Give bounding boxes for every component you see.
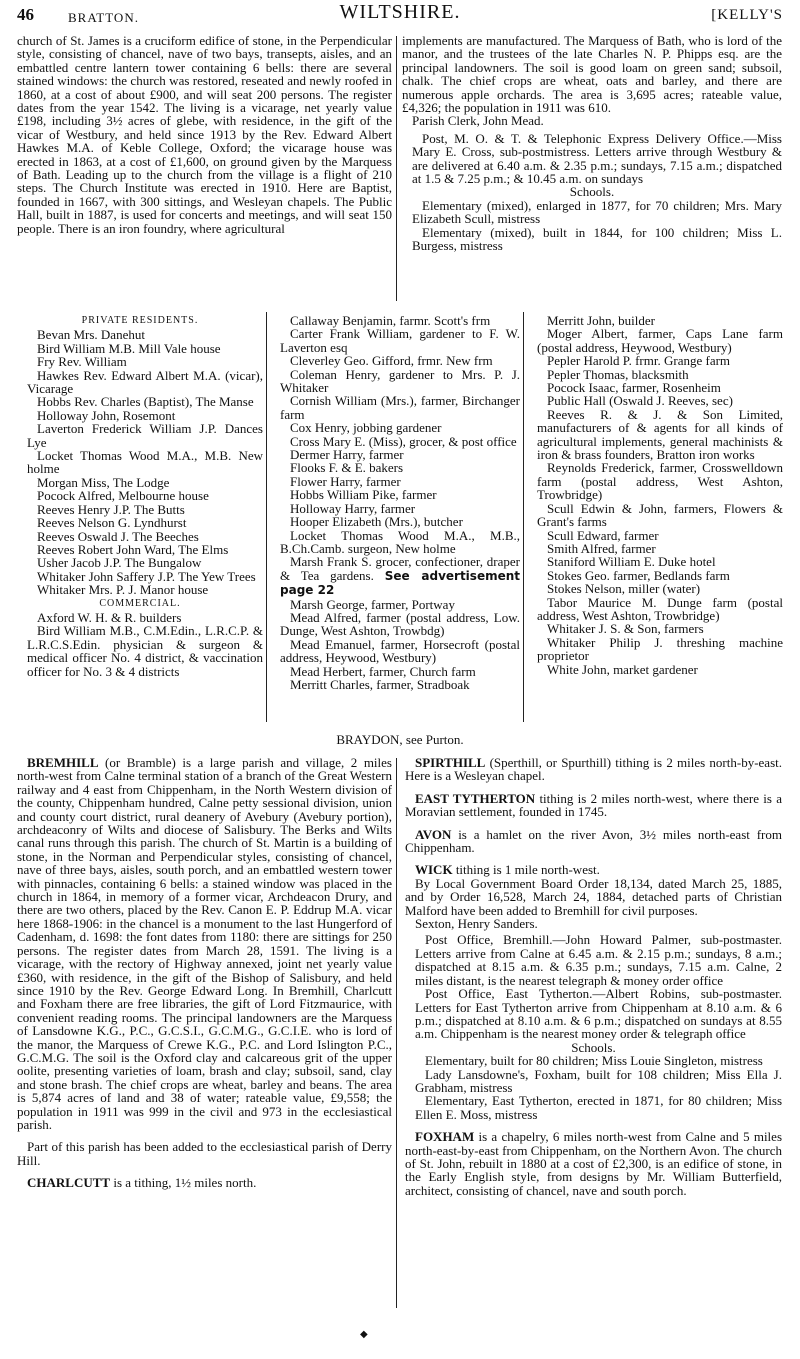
commercial-entry: White John, market gardener [547,661,698,677]
directory-column-2 [270,314,520,691]
private-resident-entry: Reeves Henry J.P. The Butts [37,501,185,517]
commercial-entry: Cox Henry, jobbing gardener [290,420,442,436]
place-name: CHARLCUTT [27,1175,111,1191]
foxham-text: is a chapelry, 6 miles north-west from Calne and 5 miles north-east-by-east from Chippenham, on the Northern Avon. The church of St. John, rebuilt in 1880 at a cost of £2,300, is an edifice of stone, in the Early English style, from designs by Mr. William Butterfield, architect, consisting of chancel, nave and south porch. [405,1129,782,1198]
commercial-entry: Hooper Elizabeth (Mrs.), butcher [290,514,463,530]
post-office-east-tytherton: Post Office, East Tytherton.—Albert Robins, sub-postmaster. Letters for East Tytherton arrive from Chippenham at 8.10 a.m. & 6 p.m.; dispatched at 8.10 a.m. & 6 p.m.; dispatched on sundays at 8.55 a.m. Chippenham is the nearest money order & telegraph office [415,986,782,1042]
private-resident-entry: Hobbs Rev. Charles (Baptist), The Manse [37,394,254,410]
commercial-entry: Moger Albert, farmer, Caps Lane farm (postal address, Heywood, Westbury) [537,326,783,355]
private-resident-entry: Hawkes Rev. Edward Albert M.A. (vicar), Vicarage [27,367,263,397]
column-divider [396,36,397,301]
commercial-entry: Locket Thomas Wood M.A., M.B., B.Ch.Camb. surgeon, New holme [280,527,520,556]
commercial-entry: Marsh George, farmer, Portway [290,596,455,612]
commercial-entry: Mead Emanuel, farmer, Horsecroft (postal address, Heywood, Westbury) [280,636,520,666]
sexton: Sexton, Henry Sanders. [415,916,538,932]
commercial-entry: Tabor Maurice M. Dunge farm (postal address, West Ashton, Trowbridge) [537,594,783,623]
paragraph-text: tithing is 1 mile north-west. [452,862,600,878]
private-resident-entry: Whitaker Mrs. P. J. Manor house [37,582,209,598]
boundary-order: By Local Government Board Order 18,134, dated March 25, 1885, and by Order 16,528, March 24, 1884, detached parts of Christian Malford have been added to Bremhill for civil purposes. [405,875,782,918]
commercial-entry: Whitaker Philip J. threshing machine proprietor [537,634,783,664]
running-head-county: WILTSHIRE. [339,1,461,23]
school-entry: Elementary, East Tytherton, erected in 1871, for 80 children; Miss Ellen E. Moss, mistress [415,1093,782,1122]
commercial-entry: Bird William M.B., C.M.Edin., L.R.C.P. & L.R.C.S.Edin. physician & surgeon & medical officer No. 4 district, & vaccination officer for No. 3 & 4 districts [27,623,263,679]
commercial-entry: Holloway Harry, farmer [290,500,416,516]
paragraph-text: tithing is 2 miles north-west, where there is a Moravian settlement, founded in 1745. [405,790,782,820]
commercial-heading: COMMERCIAL. [99,597,181,609]
entry-text: Marsh Frank S. grocer, confectioner, draper & Tea gardens. [280,554,520,583]
private-resident-entry: Reeves Robert John Ward, The Elms [37,541,229,557]
paragraph [405,863,782,876]
school-entry: Lady Lansdowne's, Foxham, built for 108 children; Miss Ella J. Grabham, mistress [415,1066,782,1095]
commercial-entry: Stokes Nelson, miller (water) [547,581,701,597]
directory-column-3 [527,314,783,676]
paragraph-text: Part of this parish has been added to the ecclesiastical parish of Derry Hill. [17,1139,392,1168]
place-name: WICK [415,862,453,878]
parish-clerk: Parish Clerk, John Mead. [412,113,544,129]
private-resident-entry: Reeves Nelson G. Lyndhurst [37,515,187,531]
commercial-entry: Callaway Benjamin, farmr. Scott's frm [290,313,491,328]
private-resident-entry: Laverton Frederick William J.P. Dances Lye [27,421,263,450]
commercial-entry: Coleman Henry, gardener to Mrs. P. J. Whitaker [280,366,520,396]
commercial-entry: Stokes Geo. farmer, Bedlands farm [547,567,730,583]
commercial-entry: Smith Alfred, farmer [547,540,656,556]
paragraph [405,792,782,819]
foxham-paragraph [405,1130,782,1197]
private-resident-entry: Usher Jacob J.P. The Bungalow [37,555,202,571]
paragraph [405,828,782,855]
bratton-description: church of St. James is a cruciform edifice of stone, in the Perpendicular style, consisting of chancel, nave of two bays, transepts, aisles, and an embattled centre lantern tower containing 6 bells: there are several stained windows: the church was restored, reseated and newly roofed in 1860, at a cost of about £900, and will seat 200 persons. The register dates from the year 1542. The living is a vicarage, net yearly value £198, including 3½ acres of glebe, with residence, in the gift of the vicar of Westbury, and held since 1913 by the Rev. Edward Albert Hawkes M.A. of Keble College, Oxford; the vicarage house was erected in 1863, at a cost of £1,600, on ground given by the Marquess of Bath. Leading up to the church from the village is a flight of 210 steps. The Church Institute was erected in 1910. Here are Baptist, founded in 1667, with 300 sittings, and Wesleyan chapels. The Public Hall, built in 1887, is used for concerts and meetings, and will seat 150 people. There is an iron foundry, where agricultural [17,33,392,236]
running-head-publisher: [KELLY'S [711,7,783,23]
commercial-entry: Carter Frank William, gardener to F. W. Laverton esq [280,326,520,355]
place-name: AVON [415,826,452,842]
school-entry: Elementary (mixed), enlarged in 1877, for 70 children; Mrs. Mary Elizabeth Scull, mistress [412,197,782,227]
post-office: Post, M. O. & T. & Telephonic Express Delivery Office.—Miss Mary E. Cross, sub-postmistress. Letters arrive through Westbury & are delivered at 6.40 a.m. & 2.35 p.m.; sundays, 7.15 a.m.; dispatched at 1.5 & 7.25 p.m.; & 10.45 a.m. on sundays [412,130,782,187]
commercial-entry: Public Hall (Oswald J. Reeves, sec) [547,393,733,409]
paragraph-text: is a tithing, 1½ miles north. [110,1175,257,1191]
place-name: BREMHILL [27,755,99,770]
place-name: EAST TYTHERTON [415,790,536,806]
column-divider [396,758,397,1308]
commercial-entry: Mead Alfred, farmer (postal address, Low. Dunge, West Ashton, Trowbdg) [280,609,520,639]
bratton-right-column [402,34,782,253]
commercial-entry: Axford W. H. & R. builders [37,609,182,625]
bratton-description-cont: implements are manufactured. The Marquess of Bath, who is lord of the manor, and the trustees of the late Charles N. P. Phipps esq. are the principal landowners. The soil is good loam on green sand; subsoil, chalk. The chief crops are wheat, oats and barley, and there are numerous apple orchards. The area is 3,695 acres; rateable value, £4,326; the population in 1911 was 610. [402,33,782,116]
commercial-entry: Merritt Charles, farmer, Stradboak [290,676,470,692]
place-name: SPIRTHILL [415,755,486,770]
private-resident-entry: Bevan Mrs. Danehut [37,327,145,343]
post-office-bremhill: Post Office, Bremhill.—John Howard Palmer, sub-postmaster. Letters arrive from Calne at 6.45 a.m. & 2.15 p.m.; sundays, 8 a.m.; dispatched at 8.15 a.m. & 6.35 p.m.; sundays, 7.15 a.m. Calne, 2 miles distant, is the nearest telegraph & money order office [415,932,782,988]
commercial-entry [270,555,520,597]
commercial-entry: Cornish William (Mrs.), farmer, Birchanger farm [280,393,520,422]
page-ornament: ◆ [360,1329,368,1340]
commercial-entry: Pepler Thomas, blacksmith [547,366,689,382]
paragraph [17,1176,392,1189]
private-resident-entry: Morgan Miss, The Lodge [37,474,170,490]
advertisement-reference: See advertisement page 22 [280,568,521,598]
commercial-entry: Pepler Harold P. frmr. Grange farm [547,353,731,369]
private-residents-heading: PRIVATE RESIDENTS. [81,315,199,326]
running-head-place: BRATTON. [68,10,139,25]
commercial-entry: Dermer Harry, farmer [290,447,404,463]
commercial-entry: Reynolds Frederick, farmer, Crosswelldown farm (postal address, West Ashton, Trowbridge) [537,460,783,503]
commercial-entry: Scull Edward, farmer [547,527,659,543]
private-resident-entry: Reeves Oswald J. The Beeches [37,528,199,544]
column-divider [523,312,524,722]
schools-heading: Schools. [569,184,615,200]
paragraph-text: is a hamlet on the river Avon, 3½ miles north-east from Chippenham. [405,826,782,856]
bratton-left-column [17,34,392,235]
paragraph [17,1140,392,1167]
column-divider [266,312,267,722]
private-resident-entry: Fry Rev. William [37,354,127,370]
private-resident-entry: Bird William M.B. Mill Vale house [37,340,221,356]
bremhill-left-column [17,756,392,1190]
commercial-entry: Pocock Isaac, farmer, Rosenheim [547,380,721,396]
commercial-entry: Cleverley Geo. Gifford, frmr. New frm [290,353,493,369]
commercial-entry: Staniford William E. Duke hotel [547,554,716,570]
commercial-entry: Merritt John, builder [547,313,655,328]
paragraph [17,756,392,1131]
commercial-entry: Cross Mary E. (Miss), grocer, & post office [290,433,517,449]
paragraph [405,756,782,783]
commercial-entry: Scull Edwin & John, farmers, Flowers & Grant's farms [537,500,783,530]
commercial-entry: Reeves R. & J. & Son Limited, manufacturers of & agents for all kinds of agricultural implements, general machinists & iron & brass founders, Bratton iron works [537,406,783,463]
foxham-lead: FOXHAM [415,1129,475,1145]
private-resident-entry: Pocock Alfred, Melbourne house [37,488,209,504]
braydon-cross-reference: BRAYDON, see Purton. [336,732,464,747]
commercial-entry: Mead Herbert, farmer, Church farm [290,663,476,679]
private-resident-entry: Locket Thomas Wood M.A., M.B. New holme [27,448,263,477]
private-resident-entry: Holloway John, Rosemont [37,407,176,423]
commercial-entry: Hobbs William Pike, farmer [290,487,437,503]
private-resident-entry: Whitaker John Saffery J.P. The Yew Trees [37,568,256,584]
commercial-entry: Flooks F. & E. bakers [290,460,404,476]
schools-heading: Schools. [571,1039,616,1055]
paragraph-text: (Sperthill, or Spurthill) tithing is 2 miles north-by-east. Here is a Wesleyan chapel. [405,755,782,784]
commercial-entry: Whitaker J. S. & Son, farmers [547,621,704,637]
commercial-entry: Flower Harry, farmer [290,473,401,489]
bremhill-right-column [405,756,782,1197]
school-entry: Elementary, built for 80 children; Miss Louie Singleton, mistress [425,1053,763,1069]
school-entry: Elementary (mixed), built in 1844, for 100 children; Miss L. Burgess, mistress [412,224,782,254]
directory-column-1 [17,314,263,678]
paragraph-text: (or Bramble) is a large parish and village, 2 miles north-west from Calne terminal station of a branch of the Great Western railway and 4 east from Chippenham, in the North Western division of the county, Chippenham hundred, Calne petty sessional division, union and county court district, rural deanery of Avebury (Avebury portion), archdeaconry of Wilts and diocese of Salisbury. The Berks and Wilts canal runs through this parish. The church of St. Martin is a building of stone, in the Norman and Perpendicular styles, consisting of chancel, nave of three bays, aisles, south porch, and an embattled western tower with pinnacles, containing 6 bells: a stained window was placed in the church in 1864, in memory of a former vicar, Archdeacon Drury, and there are two others, placed by the Rev. Canon E. P. Eddrup M.A. vicar here 1868-1906: in the chancel is a monument to the last Hungerford of Cadenham, d. 1698: the font dates from 1180: there are sittings for 250 persons. The register dates from March 28, 1591. The living is a vicarage, with the rectory of Highway annexed, joint net yearly value £360, with residence, in the gift of the Bishop of Salisbury, and held since 1910 by the Rev. George Edward Long. In Bremhill, Charlcutt and Foxham there are free libraries, the gift of Lord Fitzmaurice, with convenient reading rooms. The principal landowners are the Marquess of Lansdowne K.G., P.C., G.C.S.I., G.C.M.G., G.C.I.E. who is lord of the manor, the Marquess of Crewe K.G., P.C. and Lord Islington P.C., G.C.M.G. The soil is the Oxford clay and calcareous grit of the upper oolite, presenting varieties of loam, brash and clay; subsoil, sand, clay and stone brash. The chief crops are wheat, barley and beans. The area is 5,874 acres of land and 38 of water; rateable value, £9,558; the population in 1911 was 999 in the civil and 973 in the ecclesiastical parish. [17,755,392,1132]
page-number: 46 [17,5,34,24]
